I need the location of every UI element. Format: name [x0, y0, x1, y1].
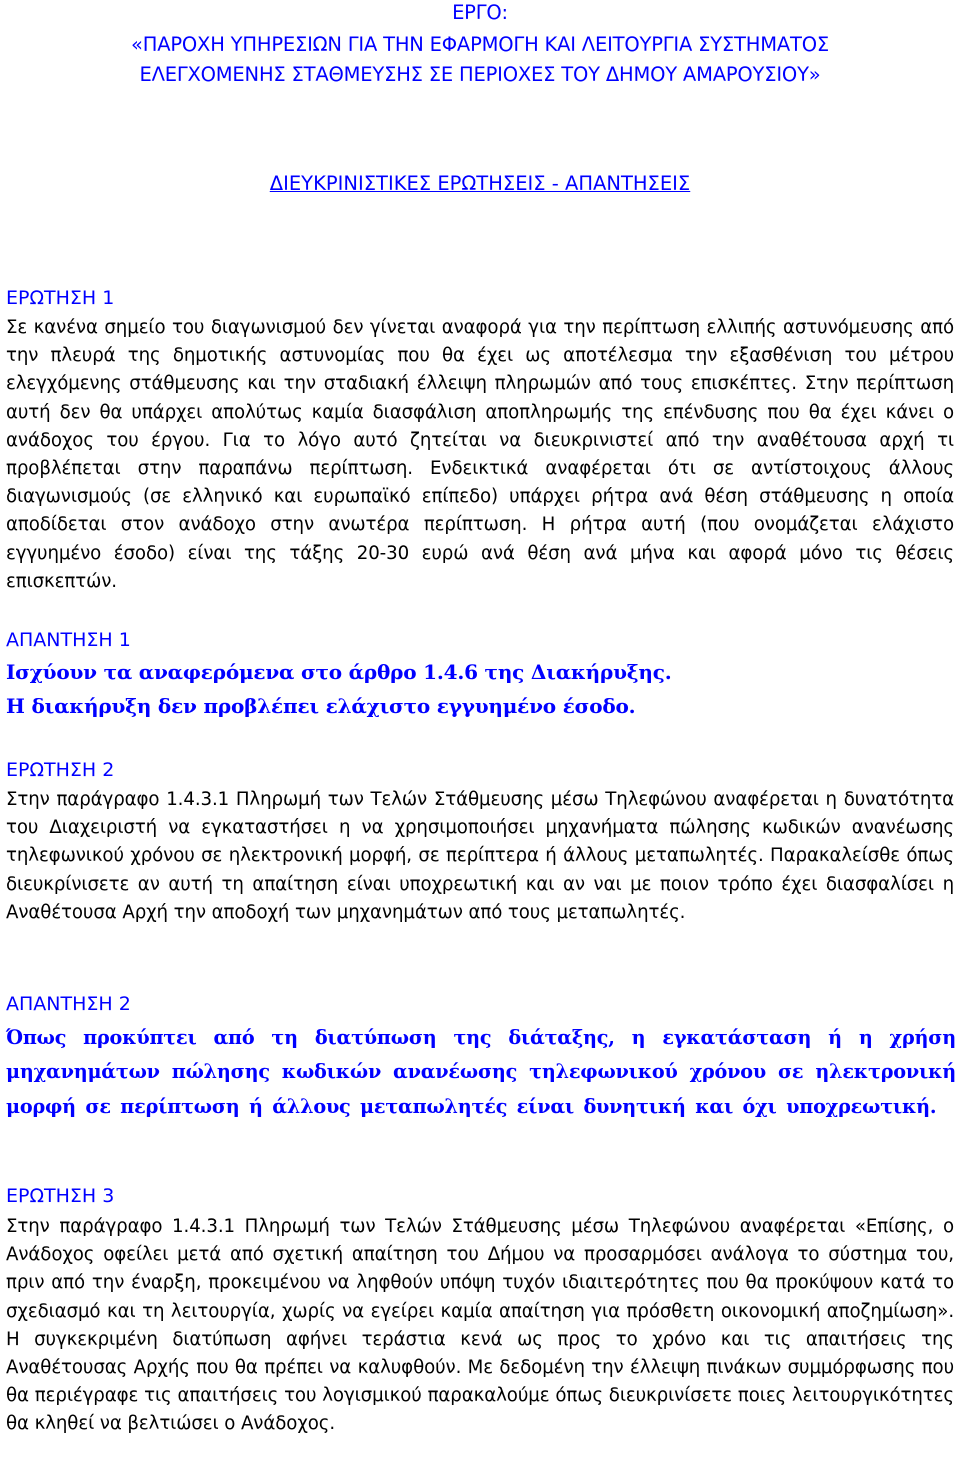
answer-2-heading: ΑΠΑΝΤΗΣΗ 2 — [6, 993, 131, 1015]
answer-1-text — [6, 655, 956, 723]
question-2-text: Στην παράγραφο 1.4.3.1 Πληρωμή των Τελών Στάθμευσης μέσω Τηλεφώνου αναφέρεται η δυνατότητα του Διαχειριστή να εγκαταστήσει η να χρησιμοποιήσει μηχανήματα πώλησης κωδικών ανανέωσης τηλεφωνικού χρόνου σε ηλεκτρονική μορφή, σε περίπτερα ή άλλους μεταπωλητές. Παρακαλείσθε όπως διευκρίνισετε αν αυτή τη απαίτηση είναι υποχρεωτική και αν ναι με ποιον τρόπο έχει διασφαλίσει η Αναθέτουσα Αρχή την αποδοχή των μηχανημάτων από τους μεταπωλητές. — [6, 789, 954, 923]
project-title-line-1: «ΠΑΡΟΧΗ ΥΠΗΡΕΣΙΩΝ ΓΙΑ ΤΗΝ ΕΦΑΡΜΟΓΗ ΚΑΙ ΛΕΙΤΟΥΡΓΙΑ ΣΥΣΤΗΜΑΤΟΣ — [131, 33, 829, 56]
answer-1-heading: ΑΠΑΝΤΗΣΗ 1 — [6, 629, 131, 651]
question-2-heading: ΕΡΩΤΗΣΗ 2 — [6, 759, 115, 781]
project-title-line-2: ΕΛΕΓΧΟΜΕΝΗΣ ΣΤΑΘΜΕΥΣΗΣ ΣΕ ΠΕΡΙΟΧΕΣ ΤΟΥ ΔΗΜΟΥ ΑΜΑΡΟΥΣΙΟΥ» — [139, 63, 821, 86]
question-3-text: Στην παράγραφο 1.4.3.1 Πληρωμή των Τελών Στάθμευσης μέσω Τηλεφώνου αναφέρεται «Επίσης, ο Ανάδοχος οφείλει μετά από σχετική απαίτηση του Δήμου να προσαρμόσει ανάλογα το σύστημα του, πριν από την έναρξη, προκειμένου να ληφθούν υπόψη τυχόν ιδιαιτερότητες που θα προκύψουν κατά το σχεδιασμό και τη λειτουργία, χωρίς να εγείρει καμία απαίτηση για πρόσθετη οικονομική αποζημίωση». Η συγκεκριμένη διατύπωση αφήνει τεράστια κενά ως προς το χρόνο και τις απαιτήσεις της Αναθέτουσας Αρχής που θα πρέπει να καλυφθούν. Με δεδομένη την έλλειψη πινάκων συμμόρφωσης που θα περιέγραφε τις απαιτήσεις του λογισμικού παρακαλούμε όπως διευκρινίσετε ποιες λειτουργικότητες θα κληθεί να βελτιώσει ο Ανάδοχος. — [6, 1216, 954, 1435]
question-3-heading: ΕΡΩΤΗΣΗ 3 — [6, 1185, 115, 1207]
document-subtitle: ΔΙΕΥΚΡΙΝΙΣΤΙΚΕΣ ΕΡΩΤΗΣΕΙΣ - ΑΠΑΝΤΗΣΕΙΣ — [269, 172, 691, 195]
project-label: ΕΡΓΟ: — [452, 1, 508, 24]
question-1-heading: ΕΡΩΤΗΣΗ 1 — [6, 287, 115, 309]
answer-1-line-2: Η διακήρυξη δεν προβλέπει ελάχιστο εγγυημένο έσοδο. — [6, 694, 636, 718]
question-1-text: Σε κανένα σημείο του διαγωνισμού δεν γίνεται αναφορά για την περίπτωση ελλιπής αστυνόμευσης από την πλευρά της δημοτικής αστυνομίας που θα έχει ως αποτέλεσμα την εξασθένιση του μέτρου ελεγχόμενης στάθμευσης και την σταδιακή έλλειψη πληρωμών από τους επισκέπτες. Στην περίπτωση αυτή δεν θα υπάρχει απολύτως καμία διασφάλιση αποπληρωμής της επένδυσης που θα έχει κάνει ο ανάδοχος του έργου. Για το λόγο αυτό ζητείται να διευκρινιστεί από την αναθέτουσα αρχή τι προβλέπεται στην παραπάνω περίπτωση. Ενδεικτικά αναφέρεται ότι σε αντίστοιχους άλλους διαγωνισμούς (σε ελληνικό και ευρωπαϊκό επίπεδο) υπάρχει ρήτρα ανά θέση στάθμευσης η οποία αποδίδεται στον ανάδοχο στην ανωτέρα περίπτωση. Η ρήτρα αυτή (που ονομάζεται ελάχιστο εγγυημένο έσοδο) είναι της τάξης 20-30 ευρώ ανά θέση ανά μήνα και αφορά μόνο τις θέσεις επισκεπτών. — [6, 317, 954, 592]
answer-1-line-1: Ισχύουν τα αναφερόμενα στο άρθρο 1.4.6 της Διακήρυξης. — [6, 660, 672, 684]
answer-2-text: Όπως προκύπτει από τη διατύπωση της διάταξης, η εγκατάσταση ή η χρήση μηχανημάτων πώλησης κωδικών ανανέωσης τηλεφωνικού χρόνου σε ηλεκτρονική μορφή σε περίπτωση ή άλλους μεταπωλητές είναι δυνητική και όχι υποχρεωτική. — [6, 1026, 956, 1118]
